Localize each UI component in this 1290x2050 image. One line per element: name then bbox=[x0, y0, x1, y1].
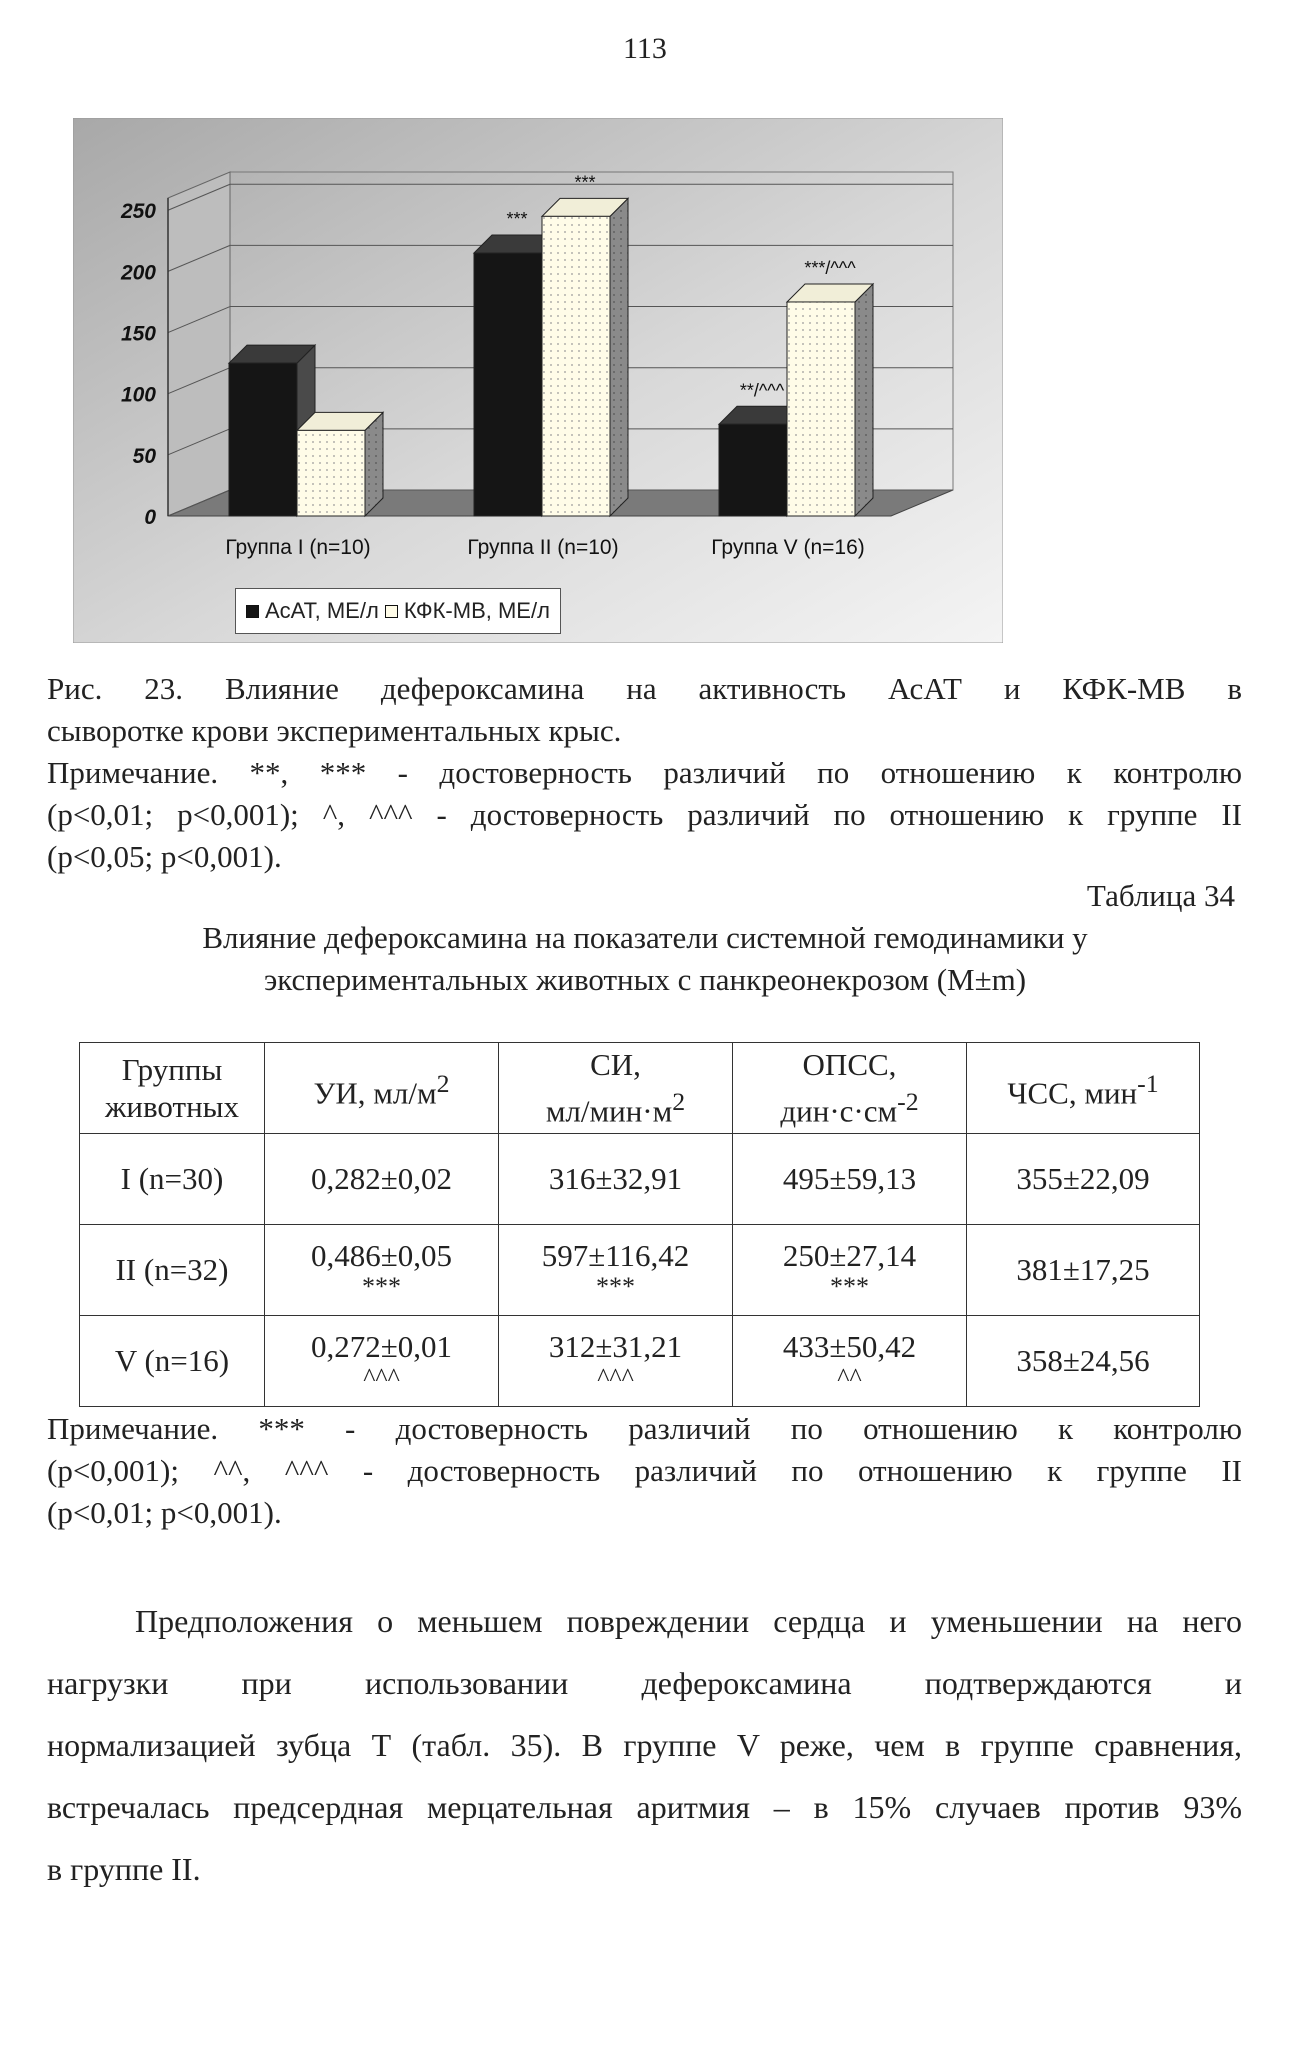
table-header-row bbox=[80, 1043, 1200, 1134]
cell-opss: 495±59,13 bbox=[733, 1134, 967, 1225]
cell-ui: 0,272±0,01 ^^^ bbox=[265, 1316, 499, 1407]
bar bbox=[297, 430, 365, 516]
bar-side bbox=[855, 284, 873, 516]
y-tick-label: 0 bbox=[144, 506, 156, 529]
paragraph-line: нагрузки при использовании дефероксамина подтверждаются и bbox=[47, 1665, 1242, 1701]
significance-mark: ^^^ bbox=[597, 1363, 634, 1392]
table-label: Таблица 34 bbox=[1086, 878, 1235, 913]
legend-swatch-asat bbox=[246, 605, 259, 618]
cell-opss: 250±27,14 *** bbox=[733, 1225, 967, 1316]
paragraph-line: в группе II. bbox=[47, 1851, 201, 1887]
table-title-line: Влияние дефероксамина на показатели системной гемодинамики у bbox=[202, 920, 1088, 955]
x-tick-label: Группа I (n=10) bbox=[225, 536, 371, 559]
bar-annotation: *** bbox=[574, 172, 596, 193]
x-tick-label: Группа V (n=16) bbox=[711, 536, 865, 559]
cell-opss: 433±50,42 ^^ bbox=[733, 1316, 967, 1407]
bar bbox=[542, 216, 610, 516]
table-title-line: экспериментальных животных с панкреонекрозом (M±m) bbox=[263, 962, 1027, 997]
legend-label-asat: АсАТ, МЕ/л bbox=[265, 598, 379, 623]
table-note-line: (p<0,01; p<0,001). bbox=[47, 1495, 282, 1530]
bar bbox=[229, 363, 297, 516]
bar bbox=[719, 424, 787, 516]
hemodynamics-table bbox=[79, 1042, 1200, 1407]
cell-chss: 358±24,56 bbox=[967, 1316, 1200, 1407]
bar-annotation: **/^^^ bbox=[739, 380, 785, 401]
cell-group: II (n=32) bbox=[80, 1225, 265, 1316]
bar-annotation: *** bbox=[506, 209, 528, 230]
y-tick-label: 100 bbox=[120, 383, 156, 407]
header-opss: ОПСС, $дин\cdot с\cdot см^{-2}$ bbox=[733, 1043, 967, 1134]
table-note-line: Примечание. *** - достоверность различий по отношению к контролю bbox=[47, 1411, 1242, 1446]
header-si: СИ, $мл/мин\cdot м^2$ bbox=[499, 1043, 733, 1134]
bar-chart bbox=[73, 118, 1003, 643]
cell-chss: 355±22,09 bbox=[967, 1134, 1200, 1225]
chart-legend bbox=[235, 588, 561, 634]
caption-note-line: (p<0,05; p<0,001). bbox=[47, 839, 282, 874]
y-tick-label: 250 bbox=[120, 200, 156, 224]
caption-line: Рис. 23. Влияние дефероксамина на активность АсАТ и КФК-МВ в bbox=[47, 671, 1242, 706]
significance-mark: ^^^ bbox=[363, 1363, 400, 1392]
cell-group: V (n=16) bbox=[80, 1316, 265, 1407]
table-row bbox=[80, 1316, 1200, 1407]
table-note bbox=[47, 1408, 1242, 1534]
cell-si: 312±31,21 ^^^ bbox=[499, 1316, 733, 1407]
cell-chss: 381±17,25 bbox=[967, 1225, 1200, 1316]
significance-mark: ^^ bbox=[837, 1363, 862, 1392]
side-wall bbox=[168, 172, 230, 516]
y-tick-label: 50 bbox=[132, 444, 156, 468]
legend-swatch-kfk bbox=[385, 605, 398, 618]
legend-label-kfk: КФК-МВ, МЕ/л bbox=[403, 598, 550, 623]
bar bbox=[787, 302, 855, 516]
bar bbox=[474, 253, 542, 516]
significance-mark: *** bbox=[830, 1272, 869, 1301]
table-title bbox=[0, 917, 1290, 1001]
cell-si: 597±116,42 *** bbox=[499, 1225, 733, 1316]
figure-caption bbox=[47, 668, 1242, 878]
paragraph-line: нормализацией зубца Т (табл. 35). В группе V реже, чем в группе сравнения, bbox=[47, 1727, 1242, 1763]
header-chss: ЧСС, мин$^{-1}$ bbox=[967, 1043, 1200, 1134]
cell-si: 316±32,91 bbox=[499, 1134, 733, 1225]
table-row bbox=[80, 1225, 1200, 1316]
x-tick-label: Группа II (n=10) bbox=[467, 536, 619, 559]
page-number: 113 bbox=[623, 32, 667, 65]
cell-group: I (n=30) bbox=[80, 1134, 265, 1225]
caption-note-line: Примечание. **, *** - достоверность различий по отношению к контролю bbox=[47, 755, 1242, 790]
cell-ui: 0,486±0,05 *** bbox=[265, 1225, 499, 1316]
cell-ui: 0,282±0,02 bbox=[265, 1134, 499, 1225]
header-groups: Группы животных bbox=[80, 1043, 265, 1134]
bar-side bbox=[610, 198, 628, 516]
body-paragraph bbox=[47, 1590, 1242, 1900]
significance-mark: *** bbox=[596, 1272, 635, 1301]
significance-mark: *** bbox=[362, 1272, 401, 1301]
caption-note-line: (p<0,01; p<0,001); ^, ^^^ - достоверность различий по отношению к группе II bbox=[47, 797, 1242, 832]
paragraph-line: Предположения о меньшем повреждении сердца и уменьшении на него bbox=[135, 1603, 1242, 1639]
table-row bbox=[80, 1134, 1200, 1225]
y-tick-label: 150 bbox=[120, 322, 156, 346]
table-note-line: (p<0,001); ^^, ^^^ - достоверность различий по отношению к группе II bbox=[47, 1453, 1242, 1488]
header-ui: УИ, $мл/м^2$ bbox=[265, 1043, 499, 1134]
paragraph-line: встречалась предсердная мерцательная аритмия – в 15% случаев против 93% bbox=[47, 1789, 1242, 1825]
bar-annotation: ***/^^^ bbox=[804, 257, 856, 278]
y-tick-label: 200 bbox=[120, 261, 156, 285]
caption-line: сыворотке крови экспериментальных крыс. bbox=[47, 713, 622, 748]
